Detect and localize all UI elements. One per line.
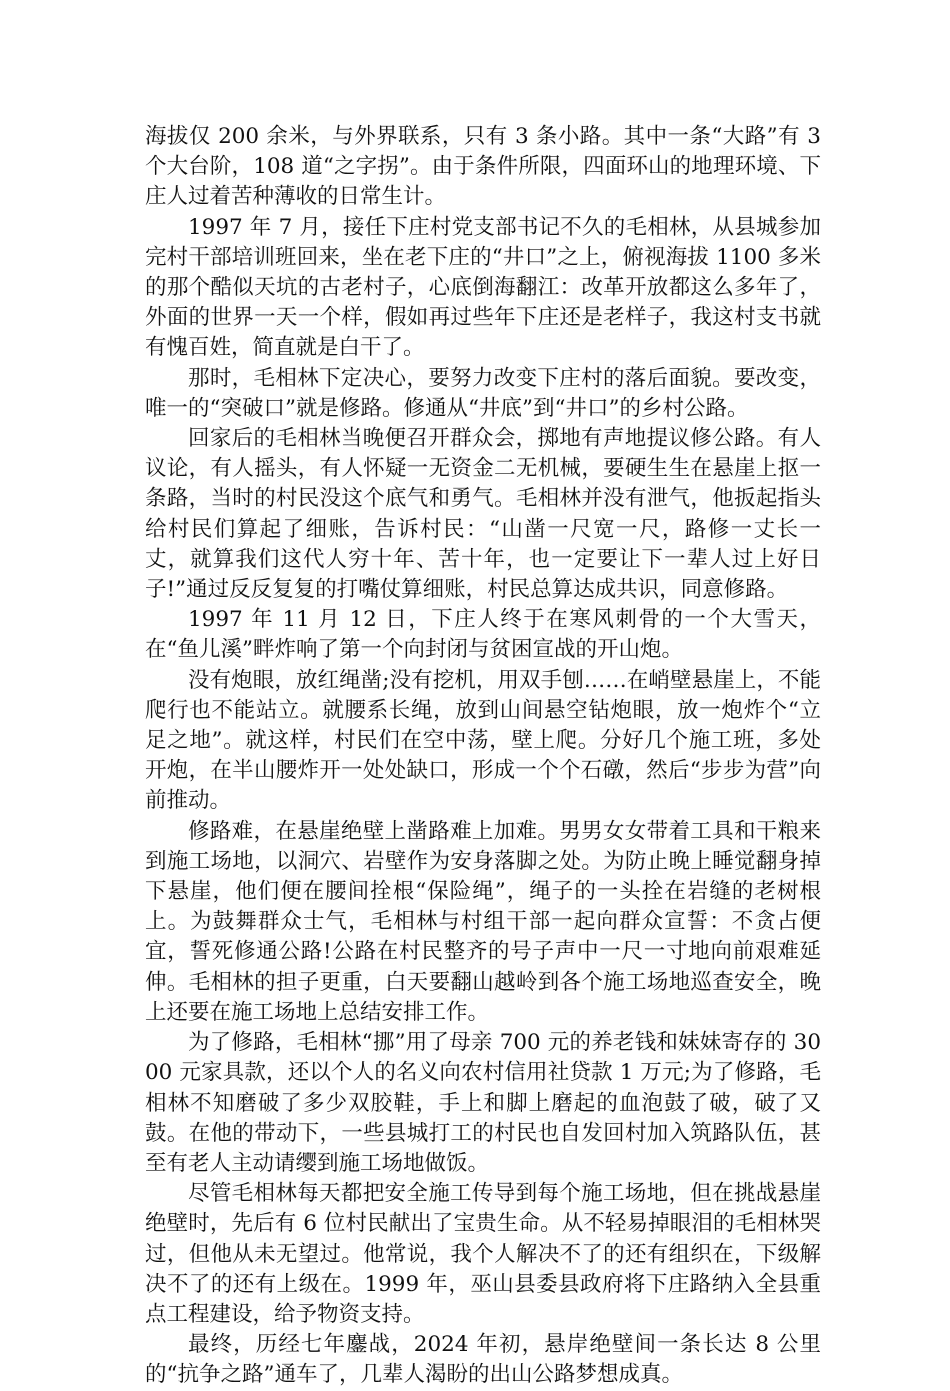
article-body [145,122,821,1391]
paragraph-7: 修路难，在悬崖绝壁上凿路难上加难。男男女女带着工具和干粮来到施工场地，以洞穴、岩壁作为安身落脚之处。为防止晚上睡觉翻身掉下悬崖，他们便在腰间拴根“保险绳”，绳子的一头拴在岩缝的老树根上。为鼓舞群众士气，毛相林与村组干部一起向群众宣誓：不贪占便宜，誓死修通公路!公路在村民整齐的号子声中一尺一寸地向前艰难延伸。毛相林的担子更重，白天要翻山越岭到各个施工场地巡查安全，晚上还要在施工场地上总结安排工作。 [145,818,821,1025]
paragraph-2: 1997 年 7 月，接任下庄村党支部书记不久的毛相林，从县城参加完村干部培训班回来，坐在老下庄的“井口”之上，俯视海拔 1100 多米的那个酷似天坑的古老村子，心底倒海翻江：改革开放都这么多年了，外面的世界一天一个样，假如再过些年下庄还是老样子，我这村支书就有愧百姓，简直就是白干了。 [145,214,821,361]
paragraph-4: 回家后的毛相林当晚便召开群众会，掷地有声地提议修公路。有人议论，有人摇头，有人怀疑一无资金二无机械，要硬生生在悬崖上抠一条路，当时的村民没这个底气和勇气。毛相林并没有泄气，他扳起指头给村民们算起了细账，告诉村民：“山凿一尺宽一尺，路修一丈长一丈，就算我们这代人穷十年、苦十年，也一定要让下一辈人过上好日子!”通过反反复复的打嘴仗算细账，村民总算达成共识，同意修路。 [145,426,821,603]
paragraph-9: 尽管毛相林每天都把安全施工传导到每个施工场地，但在挑战悬崖绝壁时，先后有 6 位村民献出了宝贵生命。从不轻易掉眼泪的毛相林哭过，但他从未无望过。他常说，我个人解决不了的还有组织在，下级解决不了的还有上级在。1999 年，巫山县委县政府将下庄路纳入全县重点工程建设，给予物资支持。 [145,1181,821,1327]
paragraph-3: 那时，毛相林下定决心，要努力改变下庄村的落后面貌。要改变，唯一的“突破口”就是修路。修通从“井底”到“井口”的乡村公路。 [145,365,821,421]
paragraph-6: 没有炮眼，放红绳凿;没有挖机，用双手刨……在峭壁悬崖上，不能爬行也不能站立。就腰系长绳，放到山间悬空钻炮眼，放一炮炸个“立足之地”。就这样，村民们在空中荡，壁上爬。分好几个施工班，多处开炮，在半山腰炸开一处处缺口，形成一个个石礅，然后“步步为营”向前推动。 [145,667,821,814]
paragraph-10: 最终，历经七年鏖战，2024 年初，悬岸绝壁间一条长达 8 公里的“抗争之路”通车了，几辈人渴盼的出山公路梦想成真。 [145,1332,821,1388]
paragraph-8: 为了修路，毛相林“挪”用了母亲 700 元的养老钱和妹妹寄存的 3000 元家具款，还以个人的名义向农村信用社贷款 1 万元;为了修路，毛相林不知磨破了多少双胶鞋，手上和脚上磨起的血泡鼓了破，破了又鼓。在他的带动下，一些县城打工的村民也自发回村加入筑路队伍，甚至有老人主动请缨到施工场地做饭。 [145,1030,821,1176]
paragraph-5: 1997 年 11 月 12 日，下庄人终于在寒风刺骨的一个大雪天，在“鱼儿溪”畔炸响了第一个向封闭与贫困宣战的开山炮。 [145,607,821,663]
paragraph-1: 海拔仅 200 余米，与外界联系，只有 3 条小路。其中一条“大路”有 3 个大台阶，108 道“之字拐”。由于条件所限，四面环山的地理环境、下庄人过着苦种薄收的日常生计。 [145,124,821,210]
